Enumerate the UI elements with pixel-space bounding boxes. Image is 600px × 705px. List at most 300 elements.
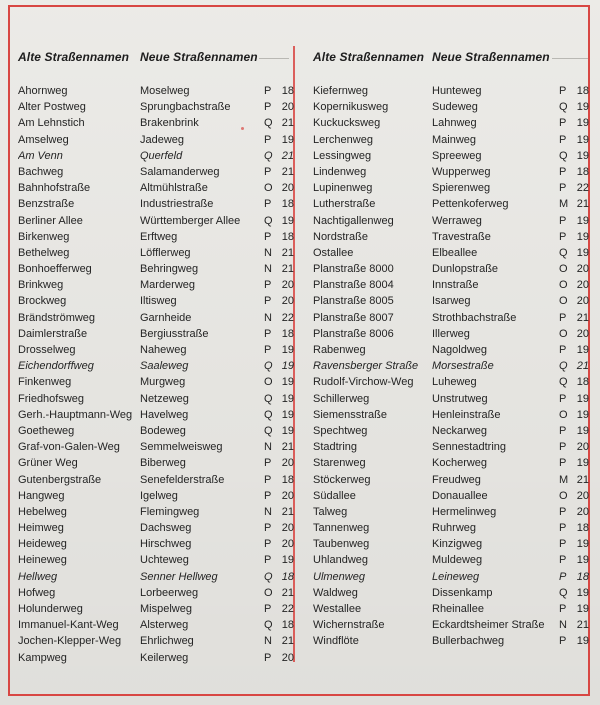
- old-street-name: Windflöte: [313, 635, 359, 648]
- grid-zone-number: 19: [576, 586, 589, 599]
- grid-zone-number: 20: [576, 279, 589, 292]
- map-grid-reference: [264, 115, 294, 131]
- new-street-name: Altmühlstraße: [140, 182, 208, 195]
- grid-zone-number: 19: [576, 230, 589, 243]
- new-street-name: Löfflerweg: [140, 246, 191, 259]
- table-row: [18, 132, 294, 148]
- new-street-name: Hermelinweg: [432, 505, 497, 518]
- old-street-name: Nachtigallenweg: [313, 214, 394, 227]
- map-grid-reference: [559, 423, 589, 439]
- rows: [313, 83, 589, 650]
- old-street-name: Ulmenweg: [313, 570, 365, 583]
- old-street-name: Rudolf-Virchow-Weg: [313, 376, 414, 389]
- new-street-name: Rheinallee: [432, 603, 484, 615]
- grid-zone-letter: P: [264, 165, 272, 178]
- old-street-name: Siemensstraße: [313, 408, 387, 421]
- map-grid-reference: [559, 407, 589, 423]
- table-row: [313, 99, 589, 115]
- map-grid-reference: [264, 585, 294, 601]
- old-street-name: Starenweg: [313, 457, 366, 470]
- table-row: [313, 601, 589, 617]
- old-street-name: Waldweg: [313, 586, 358, 599]
- map-grid-reference: [264, 455, 294, 471]
- new-street-name: Querfeld: [140, 149, 183, 162]
- table-row: [313, 213, 589, 229]
- old-street-name: Uhlandweg: [313, 554, 369, 567]
- grid-zone-number: 18: [576, 376, 589, 389]
- map-grid-reference: [264, 245, 294, 261]
- grid-zone-letter: N: [264, 246, 272, 259]
- new-street-name: Behringweg: [140, 263, 199, 276]
- grid-zone-letter: Q: [264, 149, 273, 162]
- table-row: [18, 536, 294, 552]
- map-grid-reference: [264, 472, 294, 488]
- grid-zone-letter: P: [264, 473, 272, 486]
- map-grid-reference: [559, 196, 589, 212]
- grid-zone-letter: Q: [559, 376, 568, 389]
- table-row: [313, 326, 589, 342]
- grid-zone-number: 19: [281, 376, 294, 389]
- grid-zone-letter: O: [559, 295, 568, 308]
- grid-zone-letter: P: [264, 85, 272, 97]
- grid-zone-letter: M: [559, 198, 569, 211]
- new-street-name: Dachsweg: [140, 522, 192, 535]
- old-street-name: Bahnhofstraße: [18, 182, 91, 195]
- old-street-name: Brinkweg: [18, 279, 64, 292]
- old-street-name: Planstraße 8005: [313, 295, 394, 308]
- grid-zone-number: 19: [576, 635, 589, 648]
- grid-zone-letter: Q: [264, 619, 273, 632]
- grid-zone-number: 19: [576, 214, 589, 227]
- map-grid-reference: [559, 180, 589, 196]
- old-street-name: Wichernstraße: [313, 619, 385, 632]
- old-street-name: Drosselweg: [18, 344, 76, 356]
- map-grid-reference: [559, 277, 589, 293]
- grid-zone-number: 21: [576, 311, 589, 324]
- grid-zone-number: 18: [281, 473, 294, 486]
- map-grid-reference: [559, 536, 589, 552]
- new-street-name: Lahnweg: [432, 117, 477, 130]
- grid-zone-number: 21: [576, 198, 589, 211]
- grid-zone-letter: P: [559, 311, 567, 324]
- table-row: [313, 633, 589, 649]
- new-street-name: Iltisweg: [140, 295, 177, 308]
- grid-zone-letter: P: [559, 424, 567, 437]
- new-street-name: Illerweg: [432, 327, 470, 340]
- new-street-name: Erftweg: [140, 230, 178, 243]
- grid-zone-letter: P: [264, 295, 272, 308]
- old-street-name: Bethelweg: [18, 246, 70, 259]
- table-row: [18, 358, 294, 374]
- grid-zone-letter: P: [559, 214, 567, 227]
- grid-zone-letter: P: [264, 327, 272, 340]
- old-street-name: Tannenweg: [313, 522, 370, 535]
- column-header: [313, 50, 589, 64]
- new-street-name: Brakenbrink: [140, 117, 199, 130]
- grid-zone-number: 19: [576, 457, 589, 470]
- old-street-name: Spechtweg: [313, 424, 368, 437]
- grid-zone-number: 21: [281, 505, 294, 518]
- grid-zone-letter: N: [559, 619, 567, 632]
- table-row: [313, 488, 589, 504]
- grid-zone-letter: O: [559, 489, 568, 502]
- grid-zone-letter: Q: [264, 408, 273, 421]
- map-grid-reference: [264, 277, 294, 293]
- old-street-name: Gutenbergstraße: [18, 473, 102, 486]
- new-street-name: Ruhrweg: [432, 522, 477, 535]
- new-street-name: Eckardtsheimer Straße: [432, 619, 545, 632]
- old-street-name: Schillerweg: [313, 392, 370, 405]
- map-grid-reference: [559, 617, 589, 633]
- old-street-name: Kiefernweg: [313, 85, 369, 97]
- new-street-name: Sudeweg: [432, 101, 478, 114]
- grid-zone-number: 21: [281, 441, 294, 454]
- grid-zone-letter: N: [264, 441, 272, 454]
- table-row: [18, 455, 294, 471]
- grid-zone-letter: Q: [559, 101, 568, 114]
- grid-zone-letter: O: [559, 263, 568, 276]
- grid-zone-number: 18: [281, 198, 294, 211]
- grid-zone-number: 22: [281, 603, 294, 615]
- table-row: [313, 407, 589, 423]
- grid-zone-number: 20: [281, 522, 294, 535]
- map-grid-reference: [559, 293, 589, 309]
- grid-zone-letter: P: [559, 554, 567, 567]
- old-street-name: Kampweg: [18, 651, 67, 664]
- new-street-name: Sprungbachstraße: [140, 101, 231, 114]
- old-street-name: Brockweg: [18, 295, 67, 308]
- table-row: [18, 342, 294, 358]
- table-row: [18, 488, 294, 504]
- old-street-name: Jochen-Klepper-Weg: [18, 635, 122, 648]
- grid-zone-letter: P: [264, 198, 272, 211]
- old-street-name: Brändströmweg: [18, 311, 96, 324]
- grid-zone-letter: Q: [264, 424, 273, 437]
- grid-zone-number: 20: [281, 538, 294, 551]
- map-grid-reference: [559, 229, 589, 245]
- new-street-name: Innstraße: [432, 279, 479, 292]
- map-grid-reference: [559, 164, 589, 180]
- map-grid-reference: [264, 180, 294, 196]
- grid-zone-number: 20: [281, 279, 294, 292]
- old-street-name: Bachweg: [18, 165, 64, 178]
- grid-zone-number: 20: [281, 295, 294, 308]
- old-street-name: Lessingweg: [313, 149, 372, 162]
- new-street-name: Elbeallee: [432, 246, 478, 259]
- new-street-name: Biberweg: [140, 457, 186, 470]
- new-street-name: Hirschweg: [140, 538, 192, 551]
- old-street-name: Rabenweg: [313, 344, 366, 356]
- table-row: [313, 374, 589, 390]
- table-row: [18, 310, 294, 326]
- new-street-name: Kinzigweg: [432, 538, 483, 551]
- grid-zone-number: 18: [576, 85, 589, 97]
- street-table-column: [18, 50, 294, 666]
- grid-zone-number: 19: [281, 360, 294, 373]
- grid-zone-letter: Q: [264, 570, 273, 583]
- map-grid-reference: [559, 569, 589, 585]
- map-grid-reference: [264, 407, 294, 423]
- grid-zone-letter: P: [264, 538, 272, 551]
- map-grid-reference: [264, 229, 294, 245]
- grid-zone-number: 18: [281, 570, 294, 583]
- map-grid-reference: [559, 439, 589, 455]
- grid-zone-number: 19: [281, 392, 294, 405]
- new-street-name: Muldeweg: [432, 554, 483, 567]
- rows: [18, 83, 294, 666]
- grid-zone-number: 19: [281, 424, 294, 437]
- grid-zone-letter: Q: [264, 360, 273, 373]
- new-street-name: Bullerbachweg: [432, 635, 505, 648]
- table-row: [313, 585, 589, 601]
- grid-zone-number: 20: [281, 101, 294, 114]
- grid-zone-number: 19: [576, 392, 589, 405]
- grid-zone-number: 19: [576, 149, 589, 162]
- grid-zone-letter: Q: [559, 360, 568, 373]
- old-street-name: Finkenweg: [18, 376, 72, 389]
- map-grid-reference: [559, 148, 589, 164]
- table-row: [313, 277, 589, 293]
- new-street-name: Strothbachstraße: [432, 311, 517, 324]
- grid-zone-number: 20: [576, 327, 589, 340]
- grid-zone-number: 18: [576, 522, 589, 535]
- table-row: [313, 455, 589, 471]
- grid-zone-number: 20: [576, 263, 589, 276]
- new-street-name: Bodeweg: [140, 424, 186, 437]
- header-old-street-names: Alte Straßennamen: [18, 50, 130, 64]
- new-street-name: Luheweg: [432, 376, 477, 389]
- map-grid-reference: [264, 374, 294, 390]
- grid-zone-letter: Q: [559, 149, 568, 162]
- new-street-name: Moselweg: [140, 85, 190, 97]
- old-street-name: Amselweg: [18, 133, 69, 146]
- table-row: [313, 310, 589, 326]
- grid-zone-letter: P: [559, 505, 567, 518]
- grid-zone-letter: P: [559, 230, 567, 243]
- map-grid-reference: [264, 617, 294, 633]
- grid-zone-number: 20: [281, 489, 294, 502]
- map-grid-reference: [264, 99, 294, 115]
- table-row: [18, 407, 294, 423]
- old-street-name: Birkenweg: [18, 230, 70, 243]
- grid-zone-number: 21: [281, 586, 294, 599]
- new-street-name: Spierenweg: [432, 182, 491, 195]
- street-table-column: [313, 50, 589, 650]
- grid-zone-number: 21: [281, 246, 294, 259]
- map-grid-reference: [559, 358, 589, 374]
- grid-zone-number: 19: [576, 101, 589, 114]
- grid-zone-number: 20: [281, 651, 294, 664]
- table-row: [18, 585, 294, 601]
- old-street-name: Planstraße 8004: [313, 279, 394, 292]
- header-new-street-names: Neue Straßennamen: [432, 50, 550, 64]
- grid-zone-letter: O: [264, 376, 273, 389]
- grid-zone-letter: P: [264, 651, 272, 664]
- old-street-name: Daimlerstraße: [18, 327, 88, 340]
- new-street-name: Igelweg: [140, 489, 178, 502]
- map-grid-reference: [559, 83, 589, 99]
- map-grid-reference: [559, 132, 589, 148]
- grid-zone-letter: P: [559, 344, 567, 356]
- table-row: [313, 342, 589, 358]
- grid-zone-number: 19: [576, 117, 589, 130]
- new-street-name: Werraweg: [432, 214, 482, 227]
- old-street-name: Heimweg: [18, 522, 64, 535]
- map-grid-reference: [559, 213, 589, 229]
- grid-zone-letter: O: [264, 182, 273, 195]
- new-street-name: Isarweg: [432, 295, 471, 308]
- grid-zone-number: 19: [281, 133, 294, 146]
- new-street-name: Senner Hellweg: [140, 570, 218, 583]
- grid-zone-letter: P: [559, 133, 567, 146]
- grid-zone-number: 19: [281, 554, 294, 567]
- grid-zone-letter: Q: [264, 117, 273, 130]
- old-street-name: Nordstraße: [313, 230, 369, 243]
- table-row: [313, 391, 589, 407]
- new-street-name: Netzeweg: [140, 392, 189, 405]
- table-row: [18, 504, 294, 520]
- new-street-name: Flemingweg: [140, 505, 200, 518]
- table-row: [18, 391, 294, 407]
- new-street-name: Jadeweg: [140, 133, 185, 146]
- map-grid-reference: [264, 650, 294, 666]
- map-grid-reference: [559, 342, 589, 358]
- new-street-name: Dissenkamp: [432, 586, 493, 599]
- old-street-name: Ahornweg: [18, 85, 68, 97]
- old-street-name: Lupinenweg: [313, 182, 373, 195]
- old-street-name: Hellweg: [18, 570, 58, 583]
- table-row: [18, 439, 294, 455]
- grid-zone-letter: P: [559, 392, 567, 405]
- new-street-name: Uchteweg: [140, 554, 189, 567]
- old-street-name: Am Venn: [18, 149, 63, 162]
- table-row: [18, 213, 294, 229]
- grid-zone-number: 18: [281, 230, 294, 243]
- grid-zone-letter: P: [264, 457, 272, 470]
- grid-zone-number: 19: [281, 408, 294, 421]
- old-street-name: Hangweg: [18, 489, 65, 502]
- table-row: [18, 520, 294, 536]
- table-row: [18, 83, 294, 99]
- old-street-name: Bonhoefferweg: [18, 263, 92, 276]
- table-row: [313, 148, 589, 164]
- old-street-name: Lutherstraße: [313, 198, 376, 211]
- table-row: [18, 115, 294, 131]
- map-grid-reference: [264, 196, 294, 212]
- old-street-name: Kopernikusweg: [313, 101, 389, 114]
- grid-zone-number: 20: [576, 295, 589, 308]
- new-street-name: Bergiusstraße: [140, 327, 209, 340]
- grid-zone-number: 21: [281, 635, 294, 648]
- table-row: [18, 229, 294, 245]
- new-street-name: Kocherweg: [432, 457, 488, 470]
- old-street-name: Südallee: [313, 489, 356, 502]
- old-street-name: Lindenweg: [313, 165, 367, 178]
- old-street-name: Talweg: [313, 505, 348, 518]
- grid-zone-number: 20: [576, 505, 589, 518]
- grid-zone-number: 19: [576, 538, 589, 551]
- new-street-name: Henleinstraße: [432, 408, 501, 421]
- map-grid-reference: [559, 245, 589, 261]
- old-street-name: Holunderweg: [18, 603, 83, 615]
- grid-zone-letter: Q: [559, 586, 568, 599]
- grid-zone-number: 19: [281, 344, 294, 356]
- table-row: [313, 520, 589, 536]
- table-row: [313, 617, 589, 633]
- map-grid-reference: [264, 83, 294, 99]
- grid-zone-number: 20: [576, 489, 589, 502]
- grid-zone-letter: P: [559, 538, 567, 551]
- old-street-name: Ravensberger Straße: [313, 360, 419, 373]
- grid-zone-number: 21: [281, 117, 294, 130]
- table-row: [313, 293, 589, 309]
- new-street-name: Travestraße: [432, 230, 491, 243]
- table-row: [313, 358, 589, 374]
- table-row: [18, 617, 294, 633]
- grid-zone-letter: P: [264, 603, 272, 615]
- table-row: [18, 293, 294, 309]
- map-grid-reference: [559, 374, 589, 390]
- old-street-name: Alter Postweg: [18, 101, 86, 114]
- old-street-name: Immanuel-Kant-Weg: [18, 619, 119, 632]
- grid-zone-letter: P: [264, 279, 272, 292]
- grid-zone-letter: P: [264, 230, 272, 243]
- old-street-name: Stöckerweg: [313, 473, 371, 486]
- map-grid-reference: [264, 391, 294, 407]
- map-grid-reference: [264, 213, 294, 229]
- map-grid-reference: [264, 310, 294, 326]
- table-row: [18, 326, 294, 342]
- grid-zone-letter: P: [264, 554, 272, 567]
- old-street-name: Hofweg: [18, 586, 56, 599]
- grid-zone-letter: P: [559, 635, 567, 648]
- column-header: [18, 50, 294, 64]
- table-row: [313, 115, 589, 131]
- grid-zone-letter: P: [264, 489, 272, 502]
- grid-zone-letter: Q: [559, 246, 568, 259]
- grid-zone-letter: P: [559, 570, 567, 583]
- table-row: [313, 504, 589, 520]
- new-street-name: Nagoldweg: [432, 344, 488, 356]
- table-row: [18, 601, 294, 617]
- table-row: [18, 99, 294, 115]
- old-street-name: Kuckucksweg: [313, 117, 381, 130]
- grid-zone-letter: P: [559, 117, 567, 130]
- map-grid-reference: [264, 552, 294, 568]
- old-street-name: Stadtring: [313, 441, 358, 454]
- new-street-name: Lorbeerweg: [140, 586, 199, 599]
- grid-zone-number: 20: [281, 182, 294, 195]
- table-row: [313, 569, 589, 585]
- grid-zone-number: 19: [576, 408, 589, 421]
- grid-zone-letter: Q: [264, 392, 273, 405]
- table-row: [313, 164, 589, 180]
- map-grid-reference: [264, 633, 294, 649]
- table-row: [18, 196, 294, 212]
- grid-zone-letter: P: [559, 457, 567, 470]
- header-old-street-names: Alte Straßennamen: [313, 50, 425, 64]
- old-street-name: Heideweg: [18, 538, 67, 551]
- new-street-name: Morsestraße: [432, 360, 494, 373]
- new-street-name: Ehrlichweg: [140, 635, 194, 648]
- grid-zone-number: 19: [281, 214, 294, 227]
- old-street-name: Planstraße 8007: [313, 311, 394, 324]
- grid-zone-number: 18: [576, 570, 589, 583]
- map-grid-reference: [264, 536, 294, 552]
- grid-zone-number: 21: [576, 473, 589, 486]
- table-row: [313, 83, 589, 99]
- grid-zone-letter: N: [264, 311, 272, 324]
